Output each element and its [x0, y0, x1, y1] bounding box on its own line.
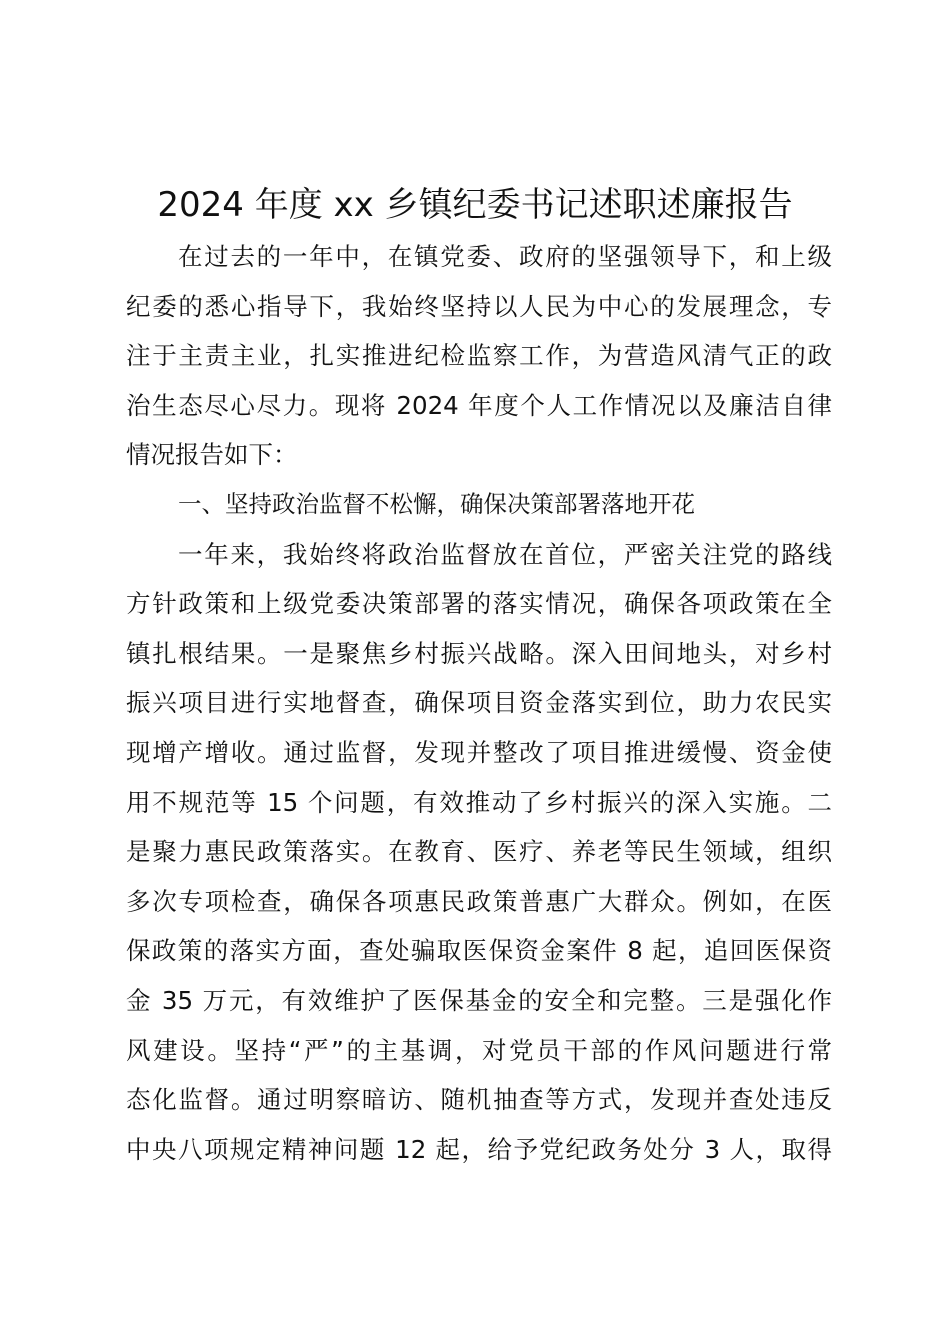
section-line: 多次专项检查，确保各项惠民政策普惠广大群众。例如，在医	[126, 886, 832, 916]
section-line: 保政策的落实方面，查处骗取医保资金案件 8 起，追回医保资	[126, 936, 832, 966]
intro-line: 情况报告如下：	[126, 440, 298, 470]
section-heading: 一、坚持政治监督不松懈，确保决策部署落地开花	[178, 489, 695, 518]
section-line: 是聚力惠民政策落实。在教育、医疗、养老等民生领域，组织	[126, 837, 832, 867]
section-line: 用不规范等 15 个问题，有效推动了乡村振兴的深入实施。二	[126, 787, 832, 817]
section-line: 中央八项规定精神问题 12 起，给予党纪政务处分 3 人，取得	[126, 1134, 832, 1164]
section-line: 镇扎根结果。一是聚焦乡村振兴战略。深入田间地头，对乡村	[126, 638, 832, 668]
intro-line: 在过去的一年中，在镇党委、政府的坚强领导下，和上级	[178, 242, 832, 271]
section-line: 一年来，我始终将政治监督放在首位，严密关注党的路线	[178, 539, 832, 569]
section-line: 风建设。坚持“严”的主基调，对党员干部的作风问题进行常	[126, 1035, 832, 1065]
document-body	[126, 232, 832, 1174]
intro-line: 治生态尽心尽力。现将 2024 年度个人工作情况以及廉洁自律	[126, 390, 832, 420]
section-line: 态化监督。通过明察暗访、随机抽查等方式，发现并查处违反	[126, 1085, 832, 1115]
section-line: 方针政策和上级党委决策部署的落实情况，确保各项政策在全	[126, 589, 832, 619]
section-line: 振兴项目进行实地督查，确保项目资金落实到位，助力农民实	[126, 688, 832, 718]
section-line: 现增产增收。通过监督，发现并整改了项目推进缓慢、资金使	[126, 737, 832, 767]
section-line: 金 35 万元，有效维护了医保基金的安全和完整。三是强化作	[126, 985, 832, 1015]
intro-line: 注于主责主业，扎实推进纪检监察工作，为营造风清气正的政	[126, 341, 832, 371]
intro-line: 纪委的悉心指导下，我始终坚持以人民为中心的发展理念，专	[126, 291, 832, 321]
document-title: 2024 年度 xx 乡镇纪委书记述职述廉报告	[157, 185, 793, 225]
